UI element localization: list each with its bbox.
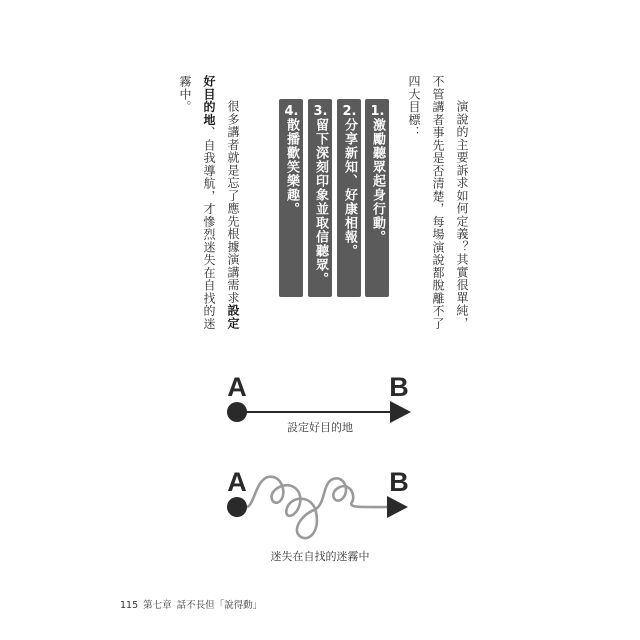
goal-number: 2. — [342, 105, 357, 118]
conclusion-line-3: 霧中。 — [178, 75, 192, 114]
lost-caption: 迷失在自找的迷霧中 — [270, 550, 370, 563]
lost-start-label: A — [227, 467, 247, 497]
page-footer — [120, 597, 267, 611]
intro-line-3: 四大目標： — [407, 75, 421, 139]
direct-start-dot — [227, 402, 247, 422]
goal-text: 激勵聽眾起身行動。 — [370, 118, 385, 244]
conclusion-line-2-bold: 好目的地 — [202, 75, 216, 126]
goal-number: 4. — [284, 105, 299, 118]
direct-start-label: A — [227, 372, 247, 402]
lost-arrowhead — [387, 496, 408, 518]
page-number: 115 — [120, 600, 139, 611]
goal-text: 散播歡笑樂趣。 — [284, 118, 299, 216]
conclusion-line-2-regular: 、自我導航，才慘烈迷失在自找的迷 — [202, 126, 216, 330]
intro-line-1: 演說的主要訴求如何定義？其實很單純， — [455, 100, 469, 330]
goal-text: 留下深刻印象並取信聽眾。 — [313, 118, 328, 286]
chapter-label: 第七章 — [143, 600, 172, 611]
direct-caption: 設定好目的地 — [287, 421, 353, 434]
lost-end-label: B — [389, 467, 409, 497]
conclusion-line-1-regular: 很多講者就是忘了應先根據演講需求 — [226, 100, 240, 304]
intro-line-2: 不管講者事先是否清楚，每場演說都脫離不了 — [431, 75, 445, 330]
lost-start-dot — [227, 497, 247, 517]
goal-number: 1. — [370, 105, 385, 118]
lost-route-diagram — [227, 467, 409, 563]
goal-number: 3. — [313, 105, 328, 118]
tangled-route-path — [247, 477, 389, 538]
conclusion-line-1-bold: 設定 — [226, 304, 240, 330]
direct-route-diagram — [227, 372, 411, 434]
chapter-title: 話不長但「說得動」 — [176, 600, 263, 611]
direct-end-label: B — [389, 372, 409, 402]
direct-arrowhead — [390, 401, 411, 423]
goal-text: 分享新知、好康相報。 — [342, 118, 357, 258]
